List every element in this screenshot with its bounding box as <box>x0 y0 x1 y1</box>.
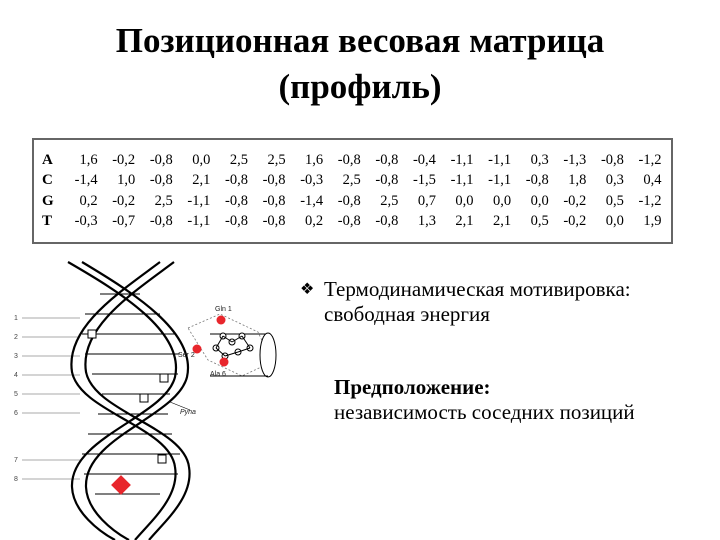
assumption-text: независимость соседних позиций <box>334 400 635 424</box>
matrix-cell: 1,8 <box>568 172 587 189</box>
bullet-line-2: свободная энергия <box>324 302 490 326</box>
matrix-cell: 1,3 <box>417 213 436 230</box>
nucleotide-label: C <box>42 172 53 189</box>
protein-fragment <box>170 306 276 416</box>
matrix-cell: -0,8 <box>375 213 399 230</box>
matrix-cell: -0,7 <box>112 213 136 230</box>
matrix-cell: 0,0 <box>530 192 549 209</box>
matrix-cell: -0,3 <box>74 213 98 230</box>
ruler-label: 1 <box>14 315 18 322</box>
matrix-cell: -1,2 <box>638 151 662 168</box>
matrix-cell: 2,5 <box>154 192 173 209</box>
assumption-heading: Предположение: <box>334 375 491 399</box>
matrix-cell: 2,5 <box>380 192 399 209</box>
matrix-cell: -1,2 <box>638 192 662 209</box>
matrix-cell: -0,2 <box>112 151 136 168</box>
nucleotide-label: A <box>42 151 53 168</box>
matrix-cell: -0,8 <box>149 172 173 189</box>
matrix-cell: 0,0 <box>455 192 474 209</box>
ser2-label: Ser 2 <box>178 352 195 359</box>
matrix-cell: 0,0 <box>493 192 512 209</box>
ruler-label: 5 <box>14 391 18 398</box>
nucleotide-label: G <box>42 192 54 209</box>
pyna-label: Pyna <box>180 409 196 416</box>
ruler-label: 7 <box>14 457 18 464</box>
matrix-cell: -1,4 <box>300 192 324 209</box>
double-helix <box>68 262 190 540</box>
matrix-cell: -0,8 <box>337 213 361 230</box>
nucleotide-label: T <box>42 213 53 230</box>
matrix-row-C <box>42 171 662 192</box>
matrix-cell: -0,8 <box>225 213 248 230</box>
ruler-label: 4 <box>14 372 18 379</box>
dna-protein-figure <box>10 252 300 540</box>
matrix-cell: 2,1 <box>455 213 474 230</box>
gln1-label: Gln 1 <box>215 306 232 313</box>
ruler-label: 2 <box>14 334 18 341</box>
matrix-cell: 1,9 <box>643 213 662 230</box>
matrix-cell: -0,8 <box>375 151 399 168</box>
matrix-cell: 1,6 <box>305 151 324 168</box>
matrix-cell: -0,8 <box>149 151 173 168</box>
matrix-cell: -0,8 <box>149 213 173 230</box>
ala6-label: Ala 6 <box>210 371 226 378</box>
matrix-cell: -1,4 <box>74 172 98 189</box>
matrix-cell: -0,8 <box>525 172 549 189</box>
matrix-cell: -1,1 <box>450 151 474 168</box>
matrix-cell: -0,8 <box>225 192 248 209</box>
matrix-cell: -0,8 <box>337 151 361 168</box>
title-line-2: (профиль) <box>278 67 442 106</box>
matrix-cell: -0,2 <box>563 213 587 230</box>
matrix-cell: -0,8 <box>262 172 286 189</box>
matrix-cell: -1,5 <box>412 172 436 189</box>
diamond-bullet-icon: ❖ <box>300 281 315 298</box>
matrix-cell: 0,3 <box>605 172 624 189</box>
matrix-cell: 0,4 <box>643 172 662 189</box>
matrix-cell: -0,2 <box>563 192 587 209</box>
matrix-cell: -0,8 <box>262 213 286 230</box>
matrix-cell: 0,5 <box>605 192 624 209</box>
ruler-label: 8 <box>14 476 18 483</box>
matrix-cell: 2,1 <box>192 172 211 189</box>
matrix-cell: -1,3 <box>563 151 587 168</box>
matrix-cell: -0,8 <box>600 151 624 168</box>
matrix-cell: 0,5 <box>530 213 549 230</box>
position-ruler <box>14 315 80 483</box>
matrix-cell: -0,2 <box>112 192 136 209</box>
matrix-cell: 1,0 <box>117 172 136 189</box>
ruler-label: 6 <box>14 410 18 417</box>
base-pairs <box>82 294 180 494</box>
title-line-1: Позиционная весовая матрица <box>115 21 605 60</box>
matrix-cell: -0,8 <box>262 192 286 209</box>
matrix-cell: 2,1 <box>493 213 512 230</box>
bullet-line-1: Термодинамическая мотивировка: <box>324 277 631 301</box>
matrix-cell: 2,5 <box>229 151 248 168</box>
matrix-cell: -1,1 <box>488 151 512 168</box>
assumption-block <box>334 375 635 425</box>
matrix-cell: -0,8 <box>375 172 399 189</box>
matrix-cell: 0,0 <box>605 213 624 230</box>
matrix-row-T <box>42 212 662 233</box>
matrix-row-A <box>42 150 662 171</box>
matrix-cell: 0,2 <box>305 213 324 230</box>
matrix-cell: -1,1 <box>187 192 211 209</box>
weight-matrix-panel <box>32 138 673 244</box>
highlight-marker <box>111 475 131 495</box>
motivation-bullet <box>300 277 631 327</box>
ruler-label: 3 <box>14 353 18 360</box>
matrix-cell: -1,1 <box>187 213 211 230</box>
matrix-cell: 0,0 <box>192 151 211 168</box>
matrix-cell: -1,1 <box>488 172 512 189</box>
matrix-cell: 1,6 <box>79 151 98 168</box>
matrix-row-G <box>42 191 662 212</box>
matrix-cell: 0,7 <box>417 192 436 209</box>
matrix-cell: -0,3 <box>300 172 324 189</box>
matrix-cell: -1,1 <box>450 172 474 189</box>
weight-matrix-table <box>42 150 662 232</box>
matrix-cell: -0,4 <box>412 151 436 168</box>
matrix-cell: 0,2 <box>79 192 98 209</box>
matrix-cell: 0,3 <box>530 151 549 168</box>
slide-title <box>0 18 720 110</box>
matrix-cell: 2,5 <box>267 151 286 168</box>
matrix-cell: -0,8 <box>225 172 248 189</box>
matrix-cell: 2,5 <box>342 172 361 189</box>
matrix-cell: -0,8 <box>337 192 361 209</box>
